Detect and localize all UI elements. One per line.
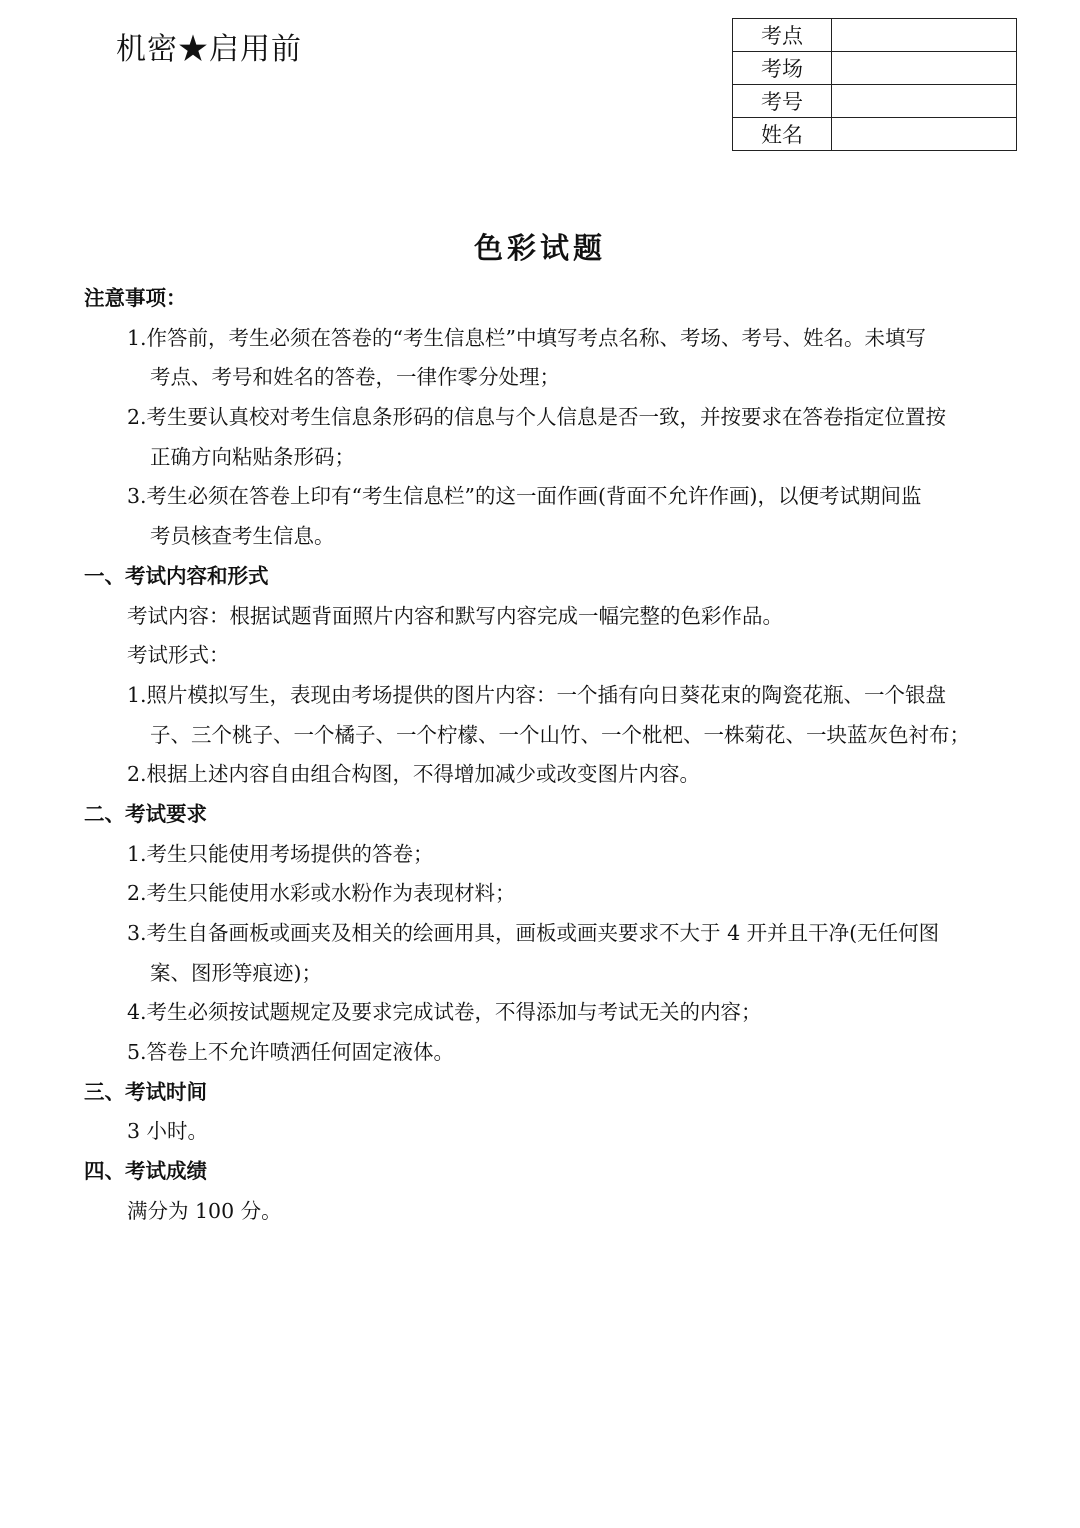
notice-item-3: 3.考生必须在答卷上印有“考生信息栏”的这一面作画(背面不允许作画)，以便考试期间监 (127, 484, 922, 509)
info-value (832, 19, 1017, 52)
info-label: 考点 (733, 19, 832, 52)
section4-text: 满分为 100 分。 (127, 1198, 282, 1223)
section1-content-text: 考试内容：根据试题背面照片内容和默写内容完成一幅完整的色彩作品。 (127, 603, 783, 628)
info-row-name (733, 118, 1017, 151)
section2-item-3-cont: 案、图形等痕迹)； (150, 960, 322, 985)
section1-form-label: 考试形式： (127, 643, 230, 668)
info-value (832, 118, 1017, 151)
section2-item-3: 3.考生自备画板或画夹及相关的绘画用具，画板或画夹要求不大于 4 开并且干净(无任何图 (127, 921, 940, 945)
section2-item-4: 4.考生必须按试题规定及要求完成试卷，不得添加与考试无关的内容； (127, 1000, 762, 1025)
document-title: 色彩试题 (473, 231, 606, 265)
document-body (84, 279, 1004, 1232)
section1-item-1-cont: 子、三个桃子、一个橘子、一个柠檬、一个山竹、一个枇杷、一株菊花、一块蓝灰色衬布； (150, 722, 970, 747)
info-row-exam-number (733, 85, 1017, 118)
section1-item-1: 1.照片模拟写生，表现由考场提供的图片内容：一个插有向日葵花束的陶瓷花瓶、一个银盘 (127, 682, 947, 707)
section1-heading: 一、考试内容和形式 (84, 563, 269, 588)
notice-item-2-cont: 正确方向粘贴条形码； (150, 444, 355, 469)
notice-item-3-cont: 考员核查考生信息。 (150, 524, 335, 549)
info-label: 考号 (733, 85, 832, 118)
info-label: 考场 (733, 52, 832, 85)
info-row-exam-site (733, 19, 1017, 52)
section2-item-2: 2.考生只能使用水彩或水粉作为表现材料； (127, 881, 516, 906)
section3-heading: 三、考试时间 (84, 1079, 207, 1104)
section2-item-1: 1.考生只能使用考场提供的答卷； (127, 841, 434, 866)
notice-heading: 注意事项： (84, 286, 187, 310)
info-label: 姓名 (733, 118, 832, 151)
candidate-info-table (732, 18, 1017, 151)
info-value (832, 85, 1017, 118)
section2-item-5: 5.答卷上不允许喷洒任何固定液体。 (127, 1040, 455, 1065)
notice-item-2: 2.考生要认真校对考生信息条形码的信息与个人信息是否一致，并按要求在答卷指定位置按 (127, 405, 947, 430)
info-row-exam-room (733, 52, 1017, 85)
info-value (832, 52, 1017, 85)
confidential-label: 机密★启用前 (116, 32, 302, 67)
section3-text: 3 小时。 (127, 1119, 209, 1144)
notice-item-1: 1.作答前，考生必须在答卷的“考生信息栏”中填写考点名称、考场、考号、姓名。未填写 (127, 325, 927, 350)
section4-heading: 四、考试成绩 (84, 1159, 207, 1184)
section1-item-2: 2.根据上述内容自由组合构图，不得增加减少或改变图片内容。 (127, 762, 701, 787)
section2-heading: 二、考试要求 (84, 801, 207, 826)
notice-item-1-cont: 考点、考号和姓名的答卷，一律作零分处理； (150, 365, 560, 390)
